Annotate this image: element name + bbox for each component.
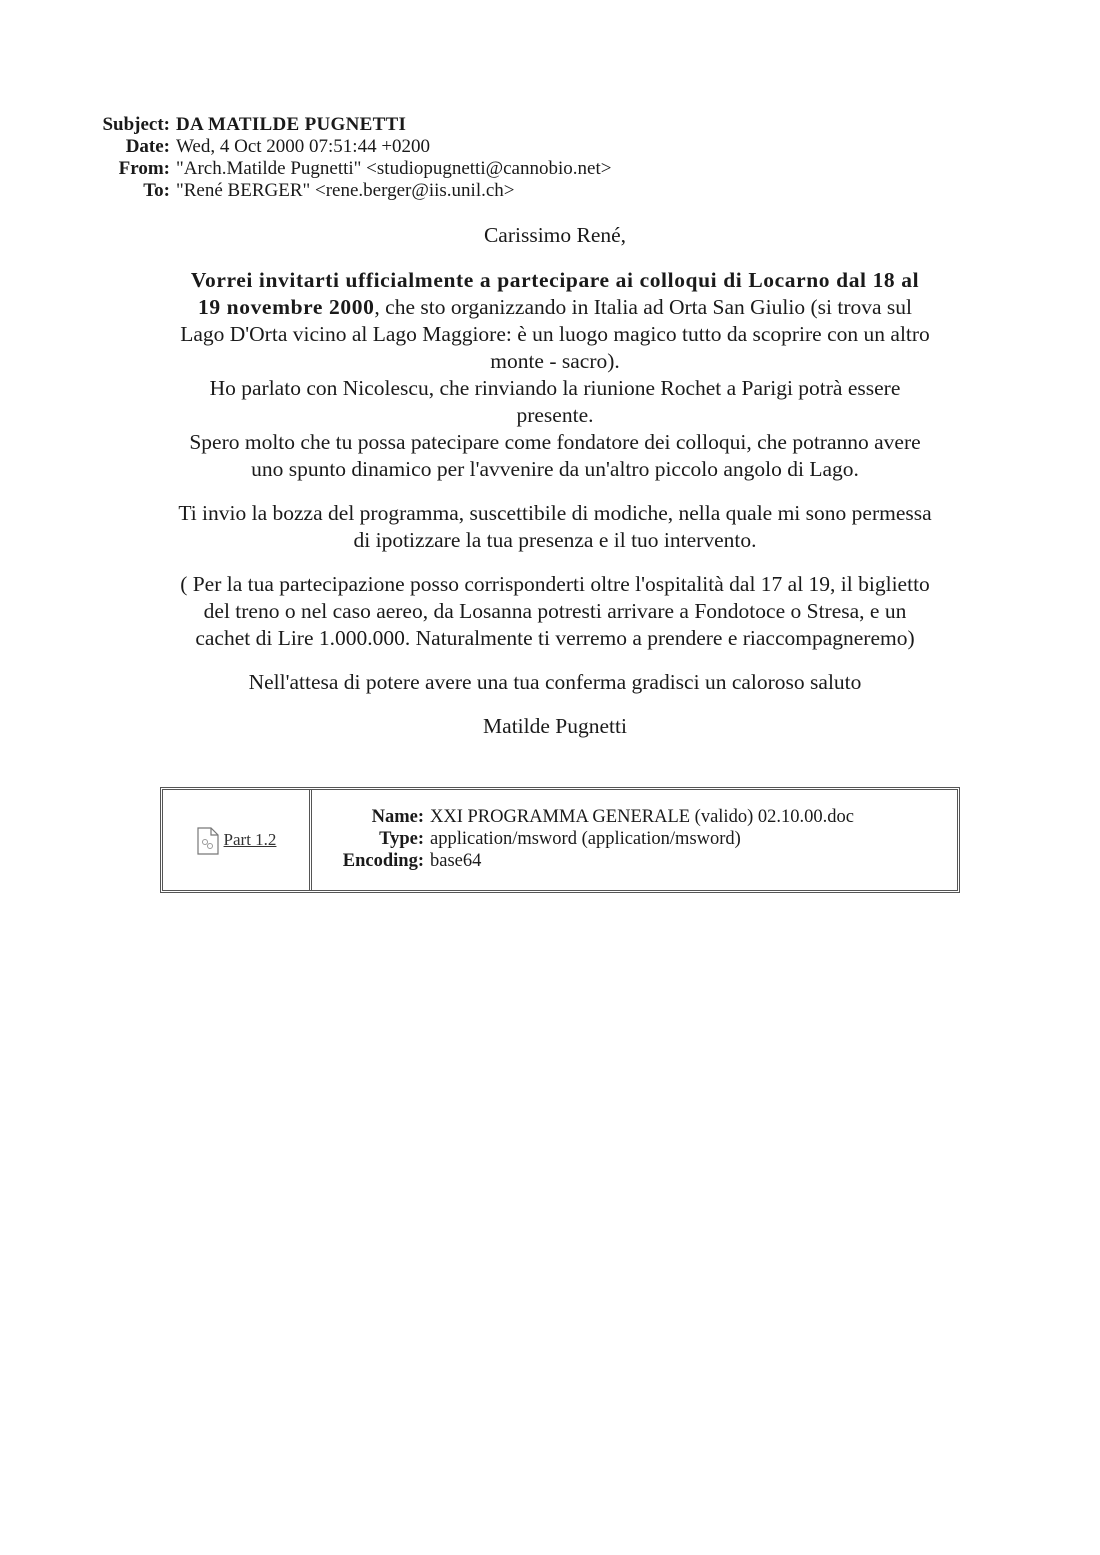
attachment-encoding-label: Encoding: bbox=[342, 851, 424, 871]
subject-value: DA MATILDE PUGNETTI bbox=[176, 114, 407, 135]
closing: Nell'attesa di potere avere una tua conferma gradisci un caloroso saluto bbox=[248, 670, 862, 694]
greeting: Carissimo René, bbox=[483, 223, 627, 247]
paragraph-4-line-2: di ipotizzare la tua presenza e il tuo intervento. bbox=[353, 528, 757, 552]
paragraph-2-line-1: Ho parlato con Nicolescu, che rinviando la riunione Rochet a Parigi potrà essere bbox=[209, 376, 901, 400]
paragraph-4-line-1: Ti invio la bozza del programma, suscettibile di modiche, nella quale mi sono permessa bbox=[178, 501, 932, 525]
from-value: "Arch.Matilde Pugnetti" <studiopugnetti@cannobio.net> bbox=[176, 158, 612, 179]
paragraph-5-line-3: cachet di Lire 1.000.000. Naturalmente ti verremo a prendere e riaccompagneremo) bbox=[195, 626, 915, 650]
attachment-box bbox=[160, 787, 960, 893]
part-link[interactable]: Part 1.2 bbox=[223, 830, 277, 849]
paragraph-3 bbox=[80, 429, 1030, 483]
from-label: From: bbox=[118, 158, 170, 179]
attachment-name-label: Name: bbox=[371, 807, 424, 827]
attachment-name-row bbox=[326, 806, 957, 828]
paragraph-4 bbox=[80, 500, 1030, 554]
date-row bbox=[80, 136, 611, 158]
date-label: Date: bbox=[125, 136, 170, 157]
date-value: Wed, 4 Oct 2000 07:51:44 +0200 bbox=[176, 136, 431, 157]
from-row bbox=[80, 158, 611, 180]
attachment-type: application/msword (application/msword) bbox=[430, 829, 741, 849]
to-label: To: bbox=[143, 180, 170, 201]
attachment-encoding-row bbox=[326, 850, 957, 872]
paragraph-3-line-1: Spero molto che tu possa patecipare come fondatore dei colloqui, che potranno avere bbox=[189, 430, 921, 454]
to-value: "René BERGER" <rene.berger@iis.unil.ch> bbox=[176, 180, 515, 201]
subject-row bbox=[80, 114, 611, 136]
paragraph-2 bbox=[80, 375, 1030, 429]
paragraph-5 bbox=[80, 571, 1030, 652]
paragraph-1-rest: , che sto organizzando in Italia ad Orta San Giulio (si trova sul bbox=[374, 295, 912, 319]
paragraph-5-line-2: del treno o nel caso aereo, da Losanna potresti arrivare a Fondotoce o Stresa, e un bbox=[203, 599, 907, 623]
paragraph-1-line-3: Lago D'Orta vicino al Lago Maggiore: è un luogo magico tutto da scoprire con un altro bbox=[180, 322, 930, 346]
paragraph-1-line-4: monte - sacro). bbox=[490, 349, 620, 373]
to-row bbox=[80, 180, 611, 202]
attachment-part-cell bbox=[163, 790, 312, 890]
email-headers bbox=[80, 114, 611, 202]
paragraph-5-line-1: ( Per la tua partecipazione posso corrisponderti oltre l'ospitalità dal 17 al 19, il biglietto bbox=[180, 572, 930, 596]
paragraph-1 bbox=[80, 267, 1030, 375]
attachment-type-row bbox=[326, 828, 957, 850]
email-body bbox=[80, 222, 1030, 740]
attachment-name: XXI PROGRAMMA GENERALE (valido) 02.10.00.doc bbox=[430, 807, 854, 827]
attachment-type-label: Type: bbox=[379, 829, 424, 849]
paragraph-1-bold-date: 19 novembre 2000 bbox=[198, 295, 375, 319]
signature: Matilde Pugnetti bbox=[483, 714, 627, 738]
subject-label: Subject: bbox=[102, 114, 170, 135]
paragraph-1-bold-line: Vorrei invitarti ufficialmente a partecipare ai colloqui di Locarno dal 18 al bbox=[190, 268, 920, 292]
paragraph-3-line-2: uno spunto dinamico per l'avvenire da un'altro piccolo angolo di Lago. bbox=[251, 457, 859, 481]
attachment-details bbox=[312, 790, 957, 890]
attachment-encoding: base64 bbox=[430, 851, 482, 871]
document-icon bbox=[196, 825, 220, 855]
paragraph-2-line-2: presente. bbox=[516, 403, 594, 427]
